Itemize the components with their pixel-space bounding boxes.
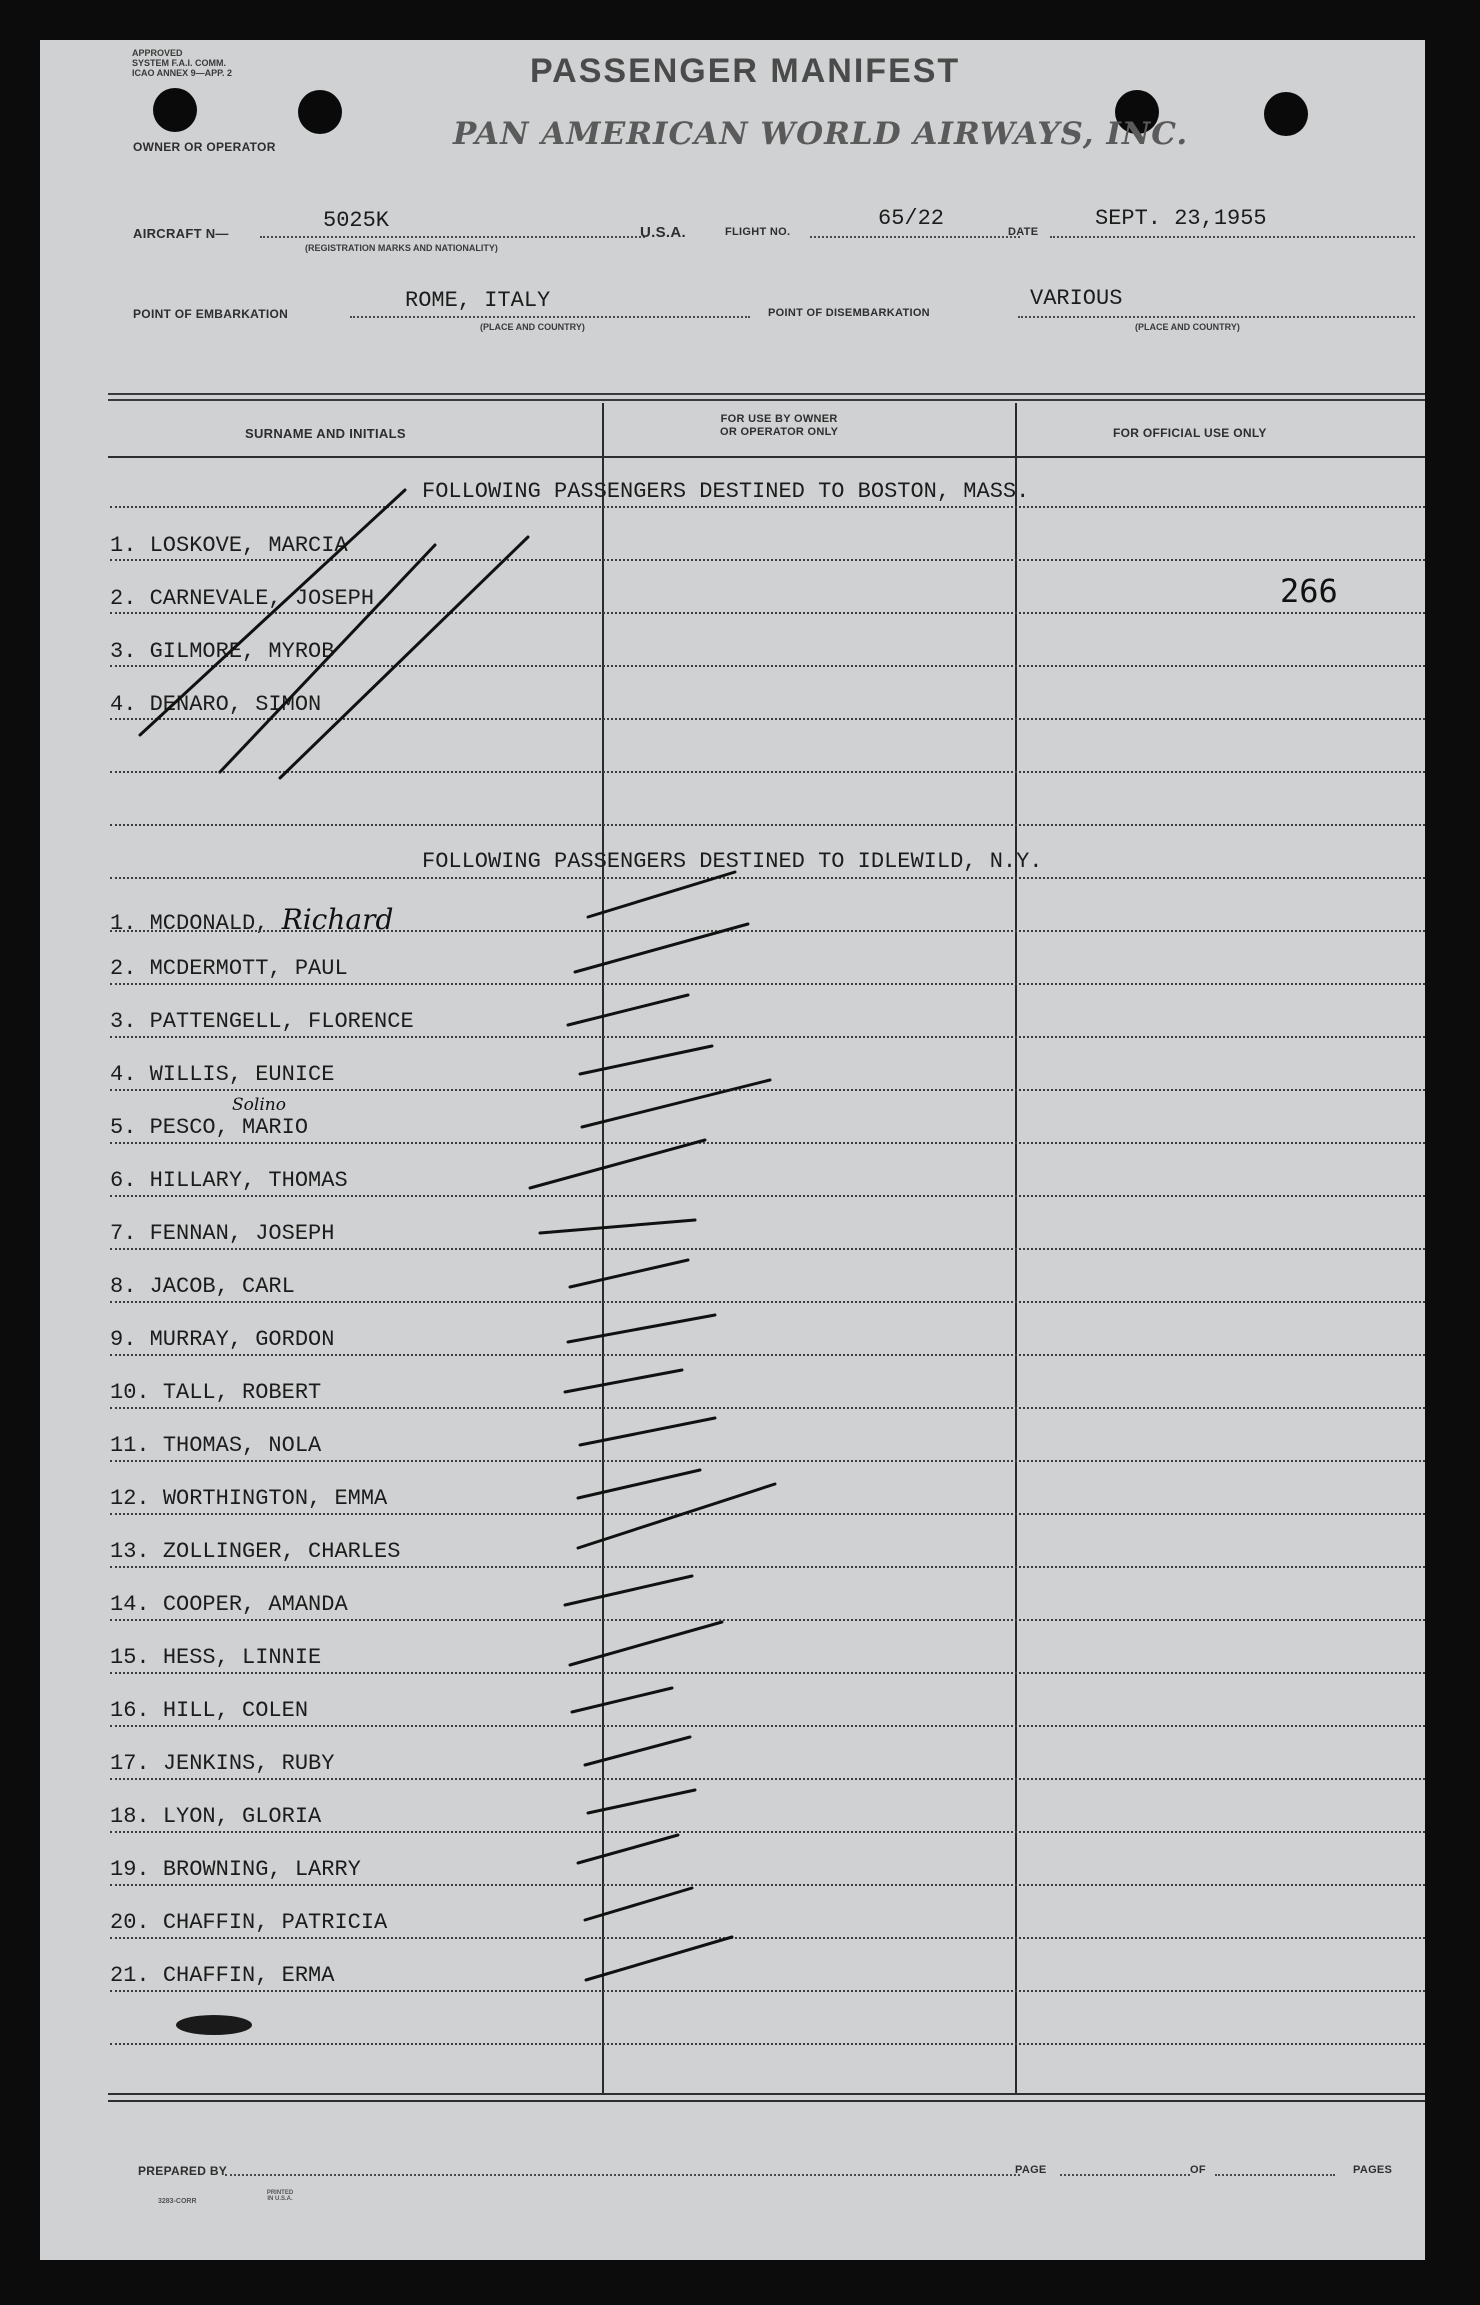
passenger-name: HILLARY, THOMAS — [149, 1168, 348, 1193]
check-mark — [580, 1418, 715, 1445]
row-number: 3. — [110, 639, 137, 664]
check-mark — [585, 1888, 692, 1920]
check-mark — [568, 995, 688, 1025]
passenger-name: COOPER, AMANDA — [162, 1592, 348, 1617]
check-mark — [570, 1260, 688, 1287]
check-mark — [578, 1835, 678, 1863]
passenger-name: CARNEVALE, JOSEPH — [149, 586, 375, 611]
of-line — [1215, 2174, 1335, 2176]
row-number: 19. — [110, 1857, 150, 1882]
check-mark — [585, 1737, 690, 1765]
row-number: 7. — [110, 1221, 137, 1246]
passenger-name: BROWNING, LARRY — [162, 1857, 361, 1882]
row-number: 9. — [110, 1327, 137, 1352]
column-header-official: FOR OFFICIAL USE ONLY — [1113, 426, 1267, 440]
embarkation-label: POINT OF EMBARKATION — [133, 307, 289, 321]
handwritten-name: Richard — [281, 903, 394, 936]
passenger-name: JACOB, CARL — [149, 1274, 295, 1299]
check-mark — [568, 1315, 715, 1342]
row-number: 21. — [110, 1963, 150, 1988]
row-number: 4. — [110, 1062, 137, 1087]
passenger-name: MCDERMOTT, PAUL — [149, 956, 348, 981]
disembarkation-value: VARIOUS — [1030, 286, 1123, 311]
check-mark — [570, 1622, 722, 1665]
row-number: 15. — [110, 1645, 150, 1670]
passenger-name: GILMORE, MYROB — [149, 639, 335, 664]
row-number: 3. — [110, 1009, 137, 1034]
passenger-name: PESCO, MARIO — [149, 1115, 309, 1140]
official-note: 266 — [1280, 572, 1338, 610]
column-header-surname: SURNAME AND INITIALS — [245, 426, 406, 441]
passenger-name: TALL, ROBERT — [162, 1380, 322, 1405]
group-heading-idlewild: FOLLOWING PASSENGERS DESTINED TO IDLEWILD, N.Y. — [422, 849, 1043, 874]
passenger-name: CHAFFIN, PATRICIA — [162, 1910, 388, 1935]
passenger-name: DENARO, SIMON — [149, 692, 322, 717]
row-number: 1. — [110, 533, 137, 558]
operator-name: PAN AMERICAN WORLD AIRWAYS, INC. — [453, 116, 1189, 152]
passenger-name: MCDONALD, — [149, 911, 269, 936]
column-header-owner-line: OR OPERATOR ONLY — [720, 426, 839, 438]
check-mark — [578, 1470, 700, 1498]
page-title: PASSENGER MANIFEST — [530, 52, 961, 90]
check-mark — [540, 1220, 695, 1233]
date-label: DATE — [1008, 226, 1039, 238]
form-number: 3283-CORR — [158, 2198, 197, 2205]
check-mark — [572, 1688, 672, 1712]
passenger-name: FENNAN, JOSEPH — [149, 1221, 335, 1246]
row-number: 6. — [110, 1168, 137, 1193]
passenger-name: LOSKOVE, MARCIA — [149, 533, 348, 558]
check-mark — [530, 1140, 705, 1188]
passenger-name: HESS, LINNIE — [162, 1645, 322, 1670]
embarkation-caption: (PLACE AND COUNTRY) — [480, 322, 585, 332]
embarkation-value: ROME, ITALY — [405, 288, 551, 313]
row-number: 10. — [110, 1380, 150, 1405]
passenger-name: CHAFFIN, ERMA — [162, 1963, 335, 1988]
row-number: 16. — [110, 1698, 150, 1723]
passenger-name: WILLIS, EUNICE — [149, 1062, 335, 1087]
ink-blot — [176, 2015, 252, 2035]
prepared-by-label: PREPARED BY — [138, 2164, 228, 2178]
printed-in: PRINTED IN U.S.A. — [266, 2190, 294, 2202]
check-mark — [588, 872, 735, 917]
aircraft-label: AIRCRAFT N— — [133, 226, 229, 241]
pages-label: PAGES — [1353, 2164, 1393, 2176]
row-number: 1. — [110, 911, 137, 936]
disembarkation-caption: (PLACE AND COUNTRY) — [1135, 322, 1240, 332]
approval-line: SYSTEM F.A.I. COMM. — [132, 58, 227, 68]
check-mark — [565, 1576, 692, 1605]
disembarkation-label: POINT OF DISEMBARKATION — [768, 307, 930, 319]
passenger-name: JENKINS, RUBY — [162, 1751, 335, 1776]
group-heading-boston: FOLLOWING PASSENGERS DESTINED TO BOSTON, MASS. — [422, 479, 1030, 504]
flight-label: FLIGHT NO. — [725, 226, 791, 238]
handwritten-annotation: Solino — [232, 1095, 286, 1115]
column-header-owner-line: FOR USE BY OWNER — [720, 413, 838, 425]
page-label: PAGE — [1015, 2164, 1047, 2176]
handwritten-checkmarks — [40, 40, 1425, 2260]
row-number: 12. — [110, 1486, 150, 1511]
passenger-name: LYON, GLORIA — [162, 1804, 322, 1829]
check-mark — [565, 1370, 682, 1392]
check-mark — [588, 1790, 695, 1813]
row-number: 20. — [110, 1910, 150, 1935]
passenger-name: HILL, COLEN — [162, 1698, 309, 1723]
row-number: 11. — [110, 1433, 150, 1458]
of-label: OF — [1190, 2164, 1206, 2176]
passenger-name: THOMAS, NOLA — [162, 1433, 322, 1458]
row-number: 2. — [110, 586, 137, 611]
registration-caption: (REGISTRATION MARKS AND NATIONALITY) — [305, 243, 498, 253]
passenger-name: MURRAY, GORDON — [149, 1327, 335, 1352]
passenger-name: PATTENGELL, FLORENCE — [149, 1009, 414, 1034]
check-mark — [586, 1937, 732, 1980]
approval-line: ICAO ANNEX 9—APP. 2 — [132, 68, 233, 78]
row-number: 4. — [110, 692, 137, 717]
row-number: 14. — [110, 1592, 150, 1617]
check-mark — [582, 1080, 770, 1127]
owner-label: OWNER OR OPERATOR — [133, 140, 276, 154]
check-mark — [578, 1484, 775, 1548]
aircraft-value: 5025K — [323, 208, 390, 233]
manifest-page — [40, 40, 1425, 2260]
check-mark — [580, 1046, 712, 1074]
row-number: 18. — [110, 1804, 150, 1829]
row-number: 2. — [110, 956, 137, 981]
date-value: SEPT. 23,1955 — [1095, 206, 1267, 231]
check-mark — [575, 924, 748, 972]
row-number: 13. — [110, 1539, 150, 1564]
row-number: 5. — [110, 1115, 137, 1140]
row-number: 8. — [110, 1274, 137, 1299]
strike-mark — [140, 490, 405, 735]
row-number: 17. — [110, 1751, 150, 1776]
approval-line: APPROVED — [132, 48, 183, 58]
prepared-by-line — [225, 2174, 1020, 2176]
nationality: U.S.A. — [640, 224, 686, 241]
flight-value: 65/22 — [878, 206, 945, 231]
page-line — [1060, 2174, 1190, 2176]
passenger-name: WORTHINGTON, EMMA — [162, 1486, 388, 1511]
passenger-name: ZOLLINGER, CHARLES — [162, 1539, 401, 1564]
